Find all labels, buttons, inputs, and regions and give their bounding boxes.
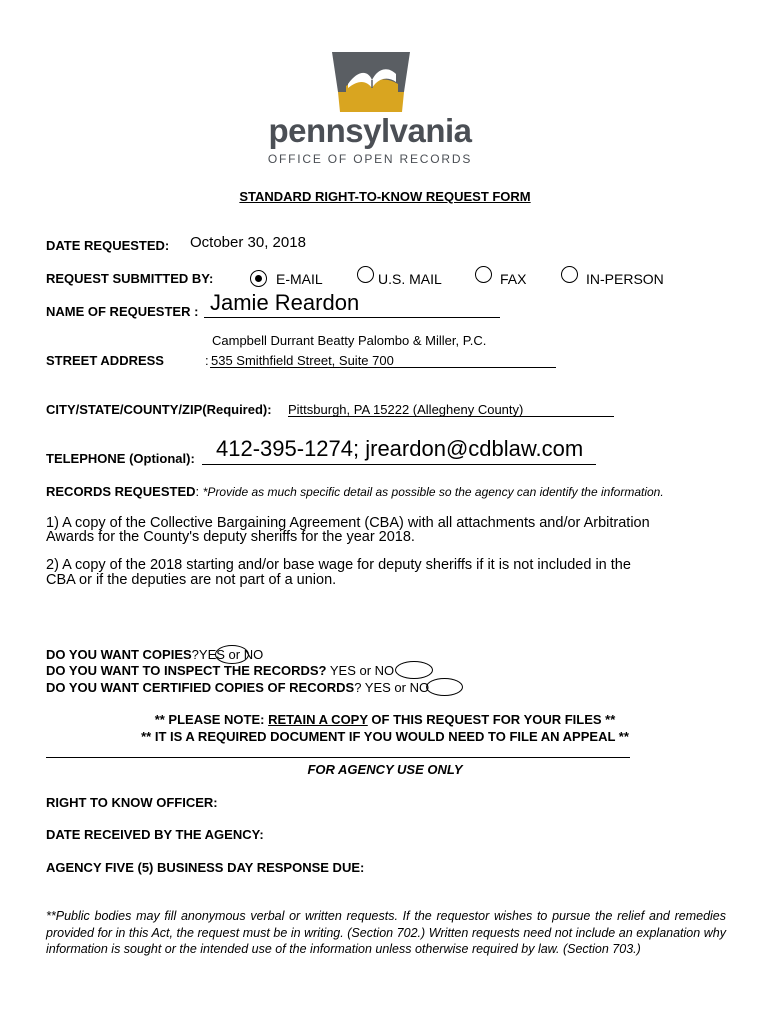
submitted-by-label: REQUEST SUBMITTED BY: — [46, 271, 214, 286]
notice-retain-copy: RETAIN A COPY — [268, 712, 368, 727]
logo-wordmark: pennsylvania — [268, 112, 472, 149]
city-state-zip-underline — [288, 416, 614, 417]
records-requested-label: RECORDS REQUESTED — [46, 484, 196, 499]
keystone-book-icon — [330, 48, 412, 114]
copies-no-option[interactable]: NO — [243, 647, 264, 662]
agency-divider — [46, 757, 630, 758]
requester-name-underline — [204, 317, 500, 318]
requester-name-label: NAME OF REQUESTER : — [46, 304, 199, 319]
records-item-2-line2[interactable]: CBA or if the deputies are not part of a union. — [46, 572, 337, 588]
appeal-notice: ** IT IS A REQUIRED DOCUMENT IF YOU WOULD NEED TO FILE AN APPEAL ** — [141, 729, 629, 744]
retain-copy-notice — [0, 712, 770, 727]
city-state-zip-label: CITY/STATE/COUNTY/ZIP(Required): — [46, 402, 272, 417]
inspect-or-text: or — [355, 663, 375, 678]
records-item-1-line1[interactable]: 1) A copy of the Collective Bargaining Agreement (CBA) with all attachments and/or Arbitration — [46, 515, 650, 531]
certified-yes-option[interactable]: YES — [361, 680, 391, 695]
inspect-yes-option[interactable]: YES — [326, 663, 356, 678]
agency-use-heading: FOR AGENCY USE ONLY — [307, 762, 463, 777]
inspect-no-selected-circle — [395, 661, 433, 679]
street-address-underline — [210, 367, 556, 368]
certified-no-option[interactable]: NO — [409, 680, 430, 695]
records-requested-row — [46, 484, 664, 499]
date-received-label: DATE RECEIVED BY THE AGENCY: — [46, 827, 264, 842]
records-item-2-line1[interactable]: 2) A copy of the 2018 starting and/or base wage for deputy sheriffs if it is not included in the — [46, 557, 631, 573]
telephone-underline — [202, 464, 596, 465]
fax-radio[interactable] — [475, 266, 492, 283]
in-person-option-label: IN-PERSON — [586, 271, 664, 287]
copies-yes-label: YES — [198, 647, 225, 662]
radio-selected-dot — [255, 275, 262, 282]
street-address-label: STREET ADDRESS — [46, 353, 164, 368]
in-person-radio[interactable] — [561, 266, 578, 283]
inspect-question-label: DO YOU WANT TO INSPECT THE RECORDS? — [46, 663, 327, 678]
certified-no-selected-circle — [426, 678, 463, 696]
inspect-question-row — [46, 663, 394, 678]
telephone-label: TELEPHONE (Optional): — [46, 451, 195, 466]
rtk-officer-label: RIGHT TO KNOW OFFICER: — [46, 795, 218, 810]
certified-question-mark: ? — [354, 680, 362, 695]
fax-option-label: FAX — [500, 271, 527, 287]
copies-question-label: DO YOU WANT COPIES — [46, 647, 192, 662]
records-requested-colon: : — [195, 484, 203, 499]
date-requested-value[interactable]: October 30, 2018 — [190, 234, 306, 251]
street-address-line1[interactable]: Campbell Durrant Beatty Palombo & Miller, P.C. — [212, 333, 487, 348]
us-mail-radio[interactable] — [357, 266, 374, 283]
telephone-value[interactable]: 412-395-1274; jreardon@cdblaw.com — [216, 436, 584, 461]
city-state-zip-value[interactable]: Pittsburgh, PA 15222 (Allegheny County) — [288, 402, 524, 417]
logo-subtitle: OFFICE OF OPEN RECORDS — [267, 152, 473, 166]
records-requested-hint: *Provide as much specific detail as possible so the agency can identify the information. — [202, 485, 664, 499]
requester-name-value[interactable]: Jamie Reardon — [210, 290, 360, 315]
footnote: **Public bodies may fill anonymous verbal or written requests. If the requestor wishes to pursue the relief and remedies provided for in this Act, the request must be in writing. (Section 702.) Written requests need not include an explanation why information is sought or the intended use of the information unless otherwise required by law. (Section 703.) — [46, 909, 726, 956]
certified-question-row — [46, 680, 429, 695]
street-address-colon: : — [205, 353, 209, 368]
response-due-label: AGENCY FIVE (5) BUSINESS DAY RESPONSE DUE: — [46, 860, 365, 875]
email-option-label: E-MAIL — [276, 271, 323, 287]
form-title: STANDARD RIGHT-TO-KNOW REQUEST FORM — [239, 189, 531, 204]
notice-suffix: OF THIS REQUEST FOR YOUR FILES ** — [367, 712, 616, 727]
records-item-1-line2[interactable]: Awards for the County's deputy sheriffs for the year 2018. — [46, 529, 415, 545]
copies-question-mark: ? — [191, 647, 199, 662]
email-radio[interactable] — [250, 270, 267, 287]
certified-question-label: DO YOU WANT CERTIFIED COPIES OF RECORDS — [46, 680, 355, 695]
certified-or-text: or — [390, 680, 410, 695]
us-mail-option-label: U.S. MAIL — [378, 271, 442, 287]
copies-yes-selected-circle — [215, 645, 249, 664]
street-address-line2[interactable]: 535 Smithfield Street, Suite 700 — [211, 353, 394, 368]
copies-or-text: or — [224, 647, 244, 662]
notice-prefix: ** PLEASE NOTE: — [154, 712, 269, 727]
date-requested-label: DATE REQUESTED: — [46, 238, 170, 253]
inspect-no-option[interactable]: NO — [374, 663, 395, 678]
